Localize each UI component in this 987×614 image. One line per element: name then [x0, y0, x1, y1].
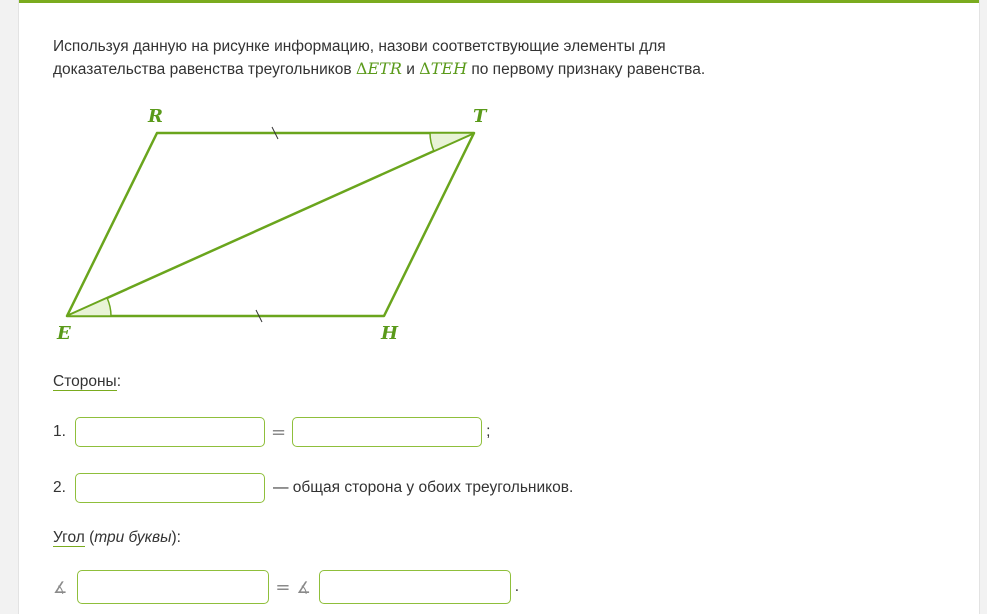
triangle-etr — [356, 59, 402, 78]
triangle-teh-name: TEH — [430, 59, 468, 78]
row-1-number: 1. — [53, 423, 66, 440]
vertex-label-h: H — [381, 323, 399, 344]
triangle-teh — [419, 59, 467, 78]
angle-heading — [53, 529, 181, 547]
vertex-label-e: E — [57, 323, 71, 344]
conjunction: и — [406, 61, 415, 78]
row-2-number: 2. — [53, 479, 66, 496]
sides-row-2 — [53, 471, 573, 505]
task-line-2 — [53, 58, 813, 81]
angle-symbol-icon: ∡ — [53, 577, 68, 597]
task-line-2-suffix: по первому признаку равенства. — [471, 61, 706, 78]
common-side-input[interactable] — [75, 473, 265, 503]
task-card — [18, 0, 980, 614]
delta-symbol: Δ — [419, 59, 431, 78]
diagonal-et — [67, 133, 474, 316]
delta-symbol: Δ — [355, 59, 368, 78]
angle-period: . — [514, 578, 520, 595]
vertex-label-r: R — [148, 106, 163, 127]
angle-hint-close: ): — [171, 529, 181, 546]
angle-left-input[interactable] — [77, 570, 269, 604]
angle-right-input[interactable] — [319, 570, 511, 604]
angle-symbol-icon-2: ∡ — [296, 577, 311, 597]
parallelogram-figure — [49, 98, 519, 348]
side-1-right-input[interactable] — [292, 417, 482, 447]
semicolon: ; — [486, 423, 491, 440]
vertex-label-t: T — [473, 106, 487, 127]
task-line-1: Используя данную на рисунке информацию, назови соответствующие элементы для — [53, 38, 666, 55]
angle-hint: три буквы — [94, 529, 172, 546]
sides-heading — [53, 373, 121, 391]
sides-row-1 — [53, 415, 490, 449]
equals-sign: = — [271, 421, 287, 443]
top-accent-bar — [19, 0, 979, 3]
angle-hint-open: ( — [84, 529, 95, 546]
angle-row — [53, 570, 519, 604]
sides-heading-text: Стороны — [53, 373, 117, 390]
task-text — [53, 36, 813, 81]
sides-heading-colon: : — [116, 373, 121, 390]
angle-heading-text: Угол — [53, 529, 85, 546]
angle-equals-sign: = — [275, 576, 291, 598]
side-1-left-input[interactable] — [75, 417, 265, 447]
common-side-text: — общая сторона у обоих треугольников. — [273, 479, 574, 496]
triangle-etr-name: ETR — [367, 59, 402, 78]
task-line-2-prefix: доказательства равенства треугольников — [53, 61, 352, 78]
